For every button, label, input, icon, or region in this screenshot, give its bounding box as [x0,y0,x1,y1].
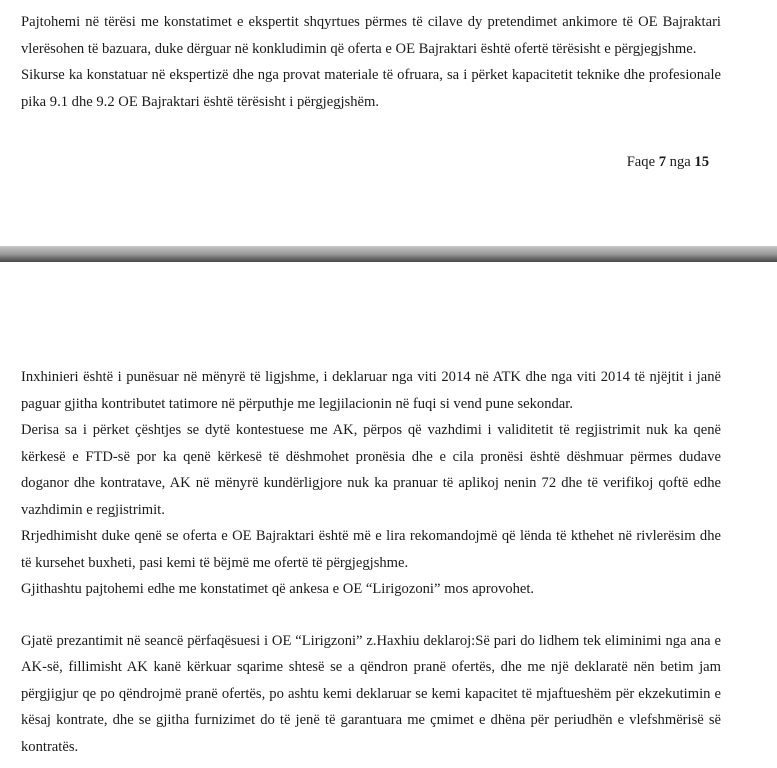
paragraph-engineer-employment: Inxhinieri është i punësuar në mënyrë të ligjshme, i deklaruar nga viti 2014 në ATK dhe nga viti 2014 të njëjtit i janë paguar gjitha kontributet tatimore në përputhje me legjilacionin në fuqi si vend pune sekondar. [21,369,721,412]
text-block-top [21,9,721,115]
paragraph-agreement: Pajtohemi në tërësi me konstatimet e ekspertit shqyrtues përmes të cilave dy pretendimet ankimore të OE Bajraktari vlerësohen të bazuara, duke dërguar në konkludimin që oferta e OE Bajraktari është ofertë tërësisht e përgjegjshme. [21,14,721,57]
document-page-bottom [0,262,777,768]
page-separator: nga [669,154,691,170]
paragraph-complaint-rejection: Gjithashtu pajtohemi edhe me konstatimet që ankesa e OE “Lirigozoni” mos aprovohet. [21,581,535,597]
current-page-number: 7 [658,154,667,170]
paragraph-second-issue: Derisa sa i përket çështjes se dytë kontestuese me AK, përpos që vazhdimi i validitetit të regjistrimit nuk ka qenë kërkesë e FTD-së por ka qenë kërkesë të dëshmohet pronësia dhe e cila pronësi është dëshmuar përmes dudave doganor dhe kontratave, AK në mënyrë kundërligjore nuk ka pranuar të aplikoj nenin 72 dhe të verifikoj qoftë edhe vazhdimin e regjistrimit. [21,422,721,518]
paragraph-recommendation: Rrjedhimisht duke qenë se oferta e OE Bajraktari është më e lira rekomandojmë që lënda të kthehet në rivlerësim dhe të kursehet buxheti, pasi kemi të bëjmë me ofertë të përgjegjshme. [21,528,721,571]
page-label: Faqe [626,154,656,170]
paragraph-technical-capacity: Sikurse ka konstatuar në ekspertizë dhe nga provat materiale të ofruara, sa i përket kapacitetit teknike dhe profesionale pika 9.1 dhe 9.2 OE Bajraktari është tërësisht i përgjegjshëm. [21,67,721,110]
paragraph-hearing-statement: Gjatë prezantimit në seancë përfaqësuesi i OE “Lirigzoni” z.Haxhiu deklaroj:Së pari do lidhem tek eliminimi nga ana e AK-së, fillimisht AK kanë kërkuar sqarime shtesë se a qëndron pranë ofertës, dhe me një deklaratë nën betim jam përgjigjur qe po qëndrojmë pranë ofertës, po ashtu kemi deklaruar se kemi kapacitet të mjaftueshëm për ekzekutimin e kësaj kontrate, dhe se gjitha furnizimet do të jenë të garantuara me çmimet e dhëna për periudhën e vlefshmërisë së kontratës. [21,632,721,755]
page-number-footer [627,152,709,172]
document-page-top [0,0,777,246]
paragraph-spacer [21,603,721,628]
total-pages-number: 15 [694,154,709,170]
text-block-bottom [21,364,721,760]
page-separator-gap [0,246,777,262]
